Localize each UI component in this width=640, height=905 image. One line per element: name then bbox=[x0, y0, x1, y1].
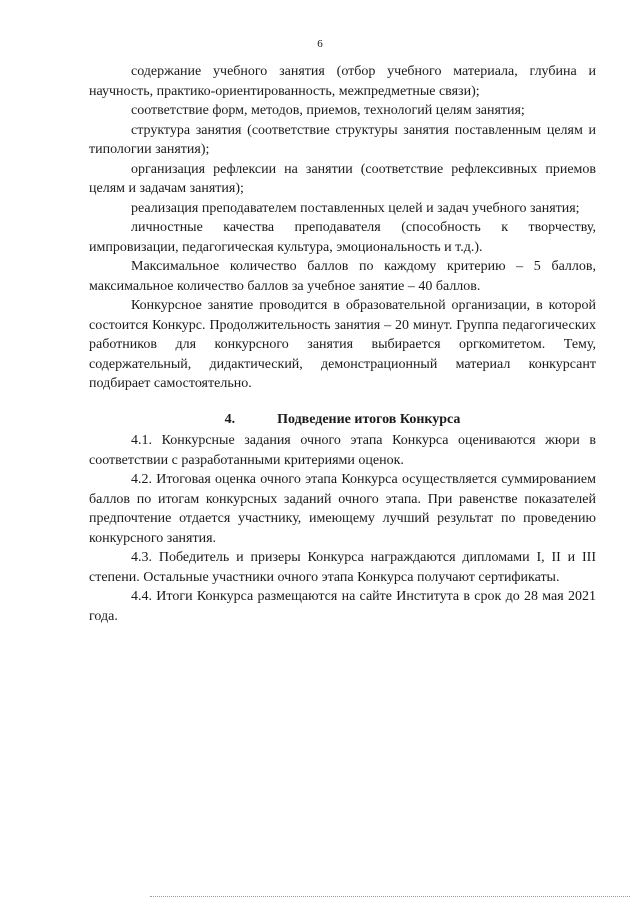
criterion-personal-qualities: личностные качества преподавателя (способность к творчеству, импровизации, педагогическая культура, эмоциональность и т.д.). bbox=[89, 220, 596, 255]
page-number: 6 bbox=[317, 38, 323, 50]
section-title: Подведение итогов Конкурса bbox=[277, 411, 461, 427]
clause-4-2: 4.2. Итоговая оценка очного этапа Конкурса осуществляется суммированием баллов по итогам конкурсных заданий очного этапа. При равенстве показателей предпочтение отдается участнику, имеющему лучший результат по проведению конкурсного занятия. bbox=[89, 472, 596, 546]
criterion-forms-methods: соответствие форм, методов, приемов, технологий целям занятия; bbox=[131, 103, 525, 118]
clause-4-3: 4.3. Победитель и призеры Конкурса награждаются дипломами I, II и III степени. Остальные участники очного этапа Конкурса получают сертификаты. bbox=[89, 550, 596, 585]
competition-lesson-paragraph: Конкурсное занятие проводится в образовательной организации, в которой состоится Конкурс. Продолжительность занятия – 20 минут. Группа педагогических работников для конкурсного занятия выбирается оргкомитетом. Тему, содержательный, дидактический, демонстрационный материал конкурсант подбирает самостоятельно. bbox=[89, 298, 596, 391]
max-score-paragraph: Максимальное количество баллов по каждому критерию – 5 баллов, максимальное количество баллов за учебное занятие – 40 баллов. bbox=[89, 259, 596, 294]
clause-4-4: 4.4. Итоги Конкурса размещаются на сайте Института в срок до 28 мая 2021 года. bbox=[89, 589, 596, 624]
criterion-content: содержание учебного занятия (отбор учебного материала, глубина и научность, практико-ориентированность, межпредметные связи); bbox=[89, 64, 596, 99]
section-heading bbox=[89, 410, 596, 430]
criterion-structure: структура занятия (соответствие структуры занятия поставленным целям и типологии занятия); bbox=[89, 122, 596, 157]
criterion-reflection: организация рефлексии на занятии (соответствие рефлексивных приемов целям и задачам занятия); bbox=[89, 161, 596, 196]
scan-edge-divider bbox=[150, 896, 630, 897]
criterion-goals: реализация преподавателем поставленных целей и задач учебного занятия; bbox=[131, 200, 580, 216]
section-number: 4. bbox=[224, 411, 236, 427]
document-body bbox=[89, 62, 596, 626]
clause-4-1: 4.1. Конкурсные задания очного этапа Конкурса оцениваются жюри в соответствии с разработанными критериями оценок. bbox=[89, 433, 596, 468]
